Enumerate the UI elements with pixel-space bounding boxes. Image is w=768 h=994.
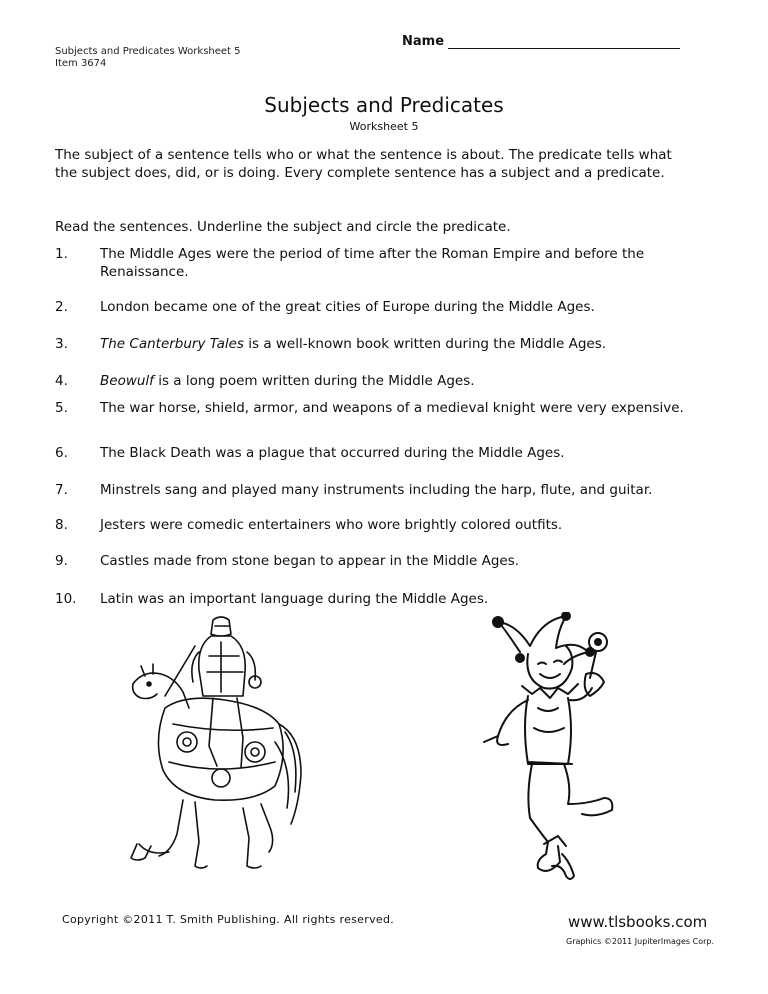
name-field[interactable] [402,34,680,49]
knight-on-horse-illustration [125,612,305,882]
copyright-notice: Copyright ©2011 T. Smith Publishing. All rights reserved. [62,913,395,926]
name-blank-line[interactable] [448,36,680,49]
worksheet-meta-item: Item 3674 [55,58,107,69]
worksheet-meta [55,46,241,70]
intro-paragraph: The subject of a sentence tells who or what the sentence is about. The predicate tells what the subject does, did, or is doing. Every complete sentence has a subject and a predicate. [55,147,672,181]
jester-illustration [472,612,632,880]
graphics-credit: Graphics ©2011 JupiterImages Corp. [566,937,715,946]
page-subtitle: Worksheet 5 [349,120,419,133]
website-url[interactable]: www.tlsbooks.com [568,913,708,931]
name-label: Name [402,34,445,49]
worksheet-meta-title: Subjects and Predicates Worksheet 5 [55,46,241,57]
page-title: Subjects and Predicates [264,93,504,117]
directions: Read the sentences. Underline the subject and circle the predicate. [55,219,511,235]
